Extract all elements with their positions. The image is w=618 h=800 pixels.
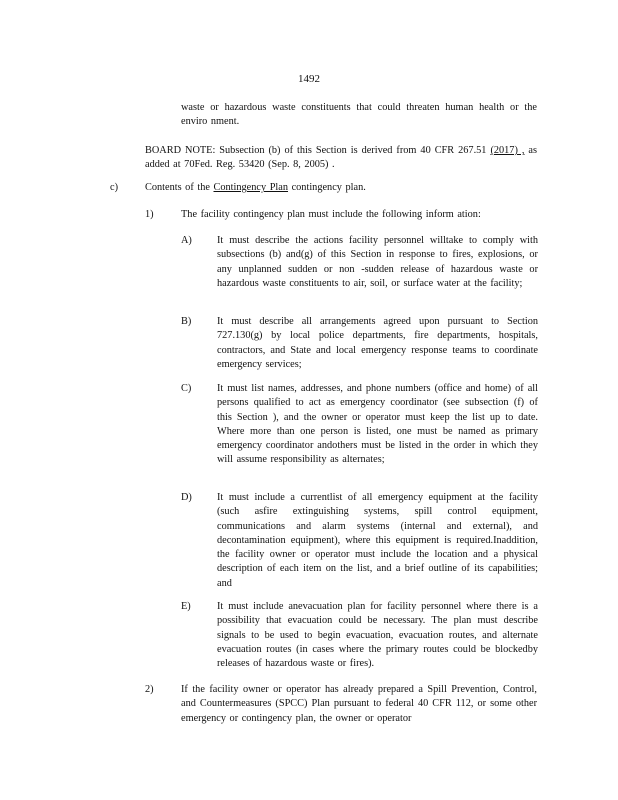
- sub-item-e-text: It must include anevacuation plan for facility personnel where there is a possibility that evacuation could be necessary. The plan must describe signals to be used to begin evacuation, evacuation routes, and alternate evacuation routes (in cases where the primary routes could be blockedby releases of hazardous waste or fires).: [217, 601, 538, 670]
- item-2-text: If the facility owner or operator has already prepared a Spill Prevention, Control, and Countermeasures (SPCC) Plan pursuant to federal 40 CFR 112, or some other emergency or contingency plan, the owner or operator: [181, 684, 537, 724]
- sub-item-d-marker: D): [181, 492, 192, 503]
- section-c-underlined: Contingency Plan: [213, 182, 289, 193]
- intro-paragraph: waste or hazardous waste constituents that could threaten human health or the enviro nment.: [181, 102, 537, 128]
- sub-item-a-marker: A): [181, 235, 192, 246]
- section-c-heading: [145, 181, 537, 195]
- sub-item-e-marker: E): [181, 601, 191, 612]
- section-c-text-after: contingency plan.: [288, 182, 366, 193]
- board-note-text: BOARD NOTE: Subsection (b) of this Section is derived from 40 CFR 267.51: [145, 145, 487, 156]
- item-1-text: The facility contingency plan must include the following inform ation:: [181, 209, 481, 220]
- sub-item-b-text: It must describe all arrangements agreed upon pursuant to Section 727.130(g) by local police departments, fire departments, hospitals, contractors, and State and local emergency response teams to coordinate emergency services;: [217, 316, 538, 370]
- board-note: [145, 144, 537, 173]
- sub-item-d-text: It must include a currentlist of all emergency equipment at the facility (such asfire extinguishing systems, spill control equipment, communications and alarm systems (internal and external), and decontamination equipment), where this equipment is required.Inaddition, the facility owner or operator must include the location and a physical description of each item on the list, and a brief outline of its capabilities; and: [217, 492, 538, 589]
- section-c-marker: c): [110, 182, 118, 193]
- sub-item-c-text: It must list names, addresses, and phone numbers (office and home) of all persons qualified to act as emergency coordinator (see subsection (f) of this Section ), and the owner or operator must keep the list up to date. Where more than one person is listed, one must be named as primary emergency coordinator andothers must be listed in the order in which they will assume responsibility as alternates;: [217, 383, 538, 466]
- sub-item-a-text: It must describe the actions facility personnel willtake to comply with subsections (b) and(g) of this Section in response to fires, explosions, or any unplanned sudden or non -sudden release of hazardous waste or hazardous waste constituents to air, soil, or surface water at the facility;: [217, 235, 538, 289]
- item-2-marker: 2): [145, 684, 154, 695]
- section-c-text: Contents of the: [145, 182, 214, 193]
- board-note-underlined: (2017) ,: [490, 145, 525, 156]
- sub-item-b-marker: B): [181, 316, 192, 327]
- item-1-marker: 1): [145, 209, 154, 220]
- sub-item-c-marker: C): [181, 383, 192, 394]
- board-note-text-after: as added at 70Fed. Reg. 53420 (Sep. 8, 2005) .: [145, 145, 538, 171]
- page-number: 1492: [298, 73, 320, 85]
